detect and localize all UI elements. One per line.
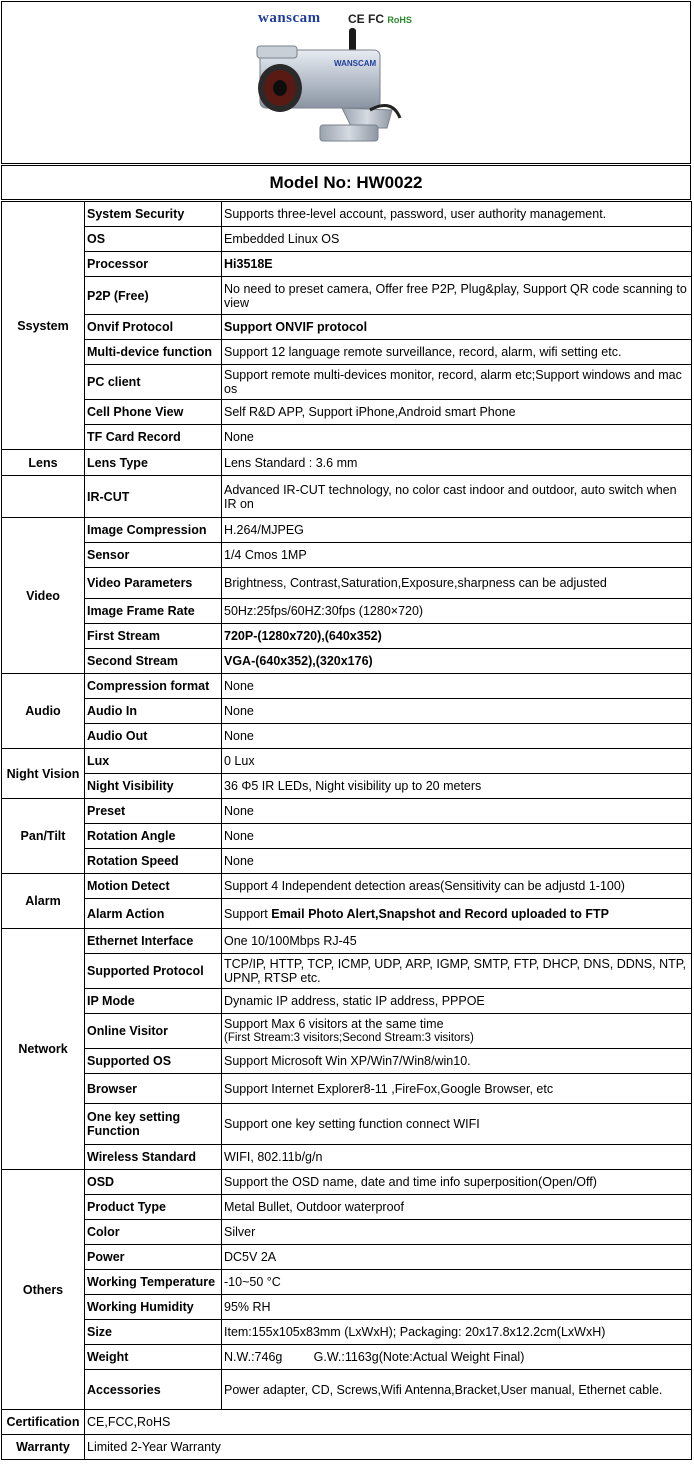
spec-value: None — [222, 824, 692, 849]
table-row — [2, 1270, 692, 1295]
table-row — [2, 774, 692, 799]
spec-value: None — [222, 849, 692, 874]
spec-label: Compression format — [85, 674, 222, 699]
spec-label: Lens Type — [85, 450, 222, 476]
spec-value: Embedded Linux OS — [222, 227, 692, 252]
spec-value: 1/4 Cmos 1MP — [222, 543, 692, 568]
table-row — [2, 568, 692, 599]
table-row — [2, 799, 692, 824]
table-row — [2, 849, 692, 874]
spec-label: Wireless Standard — [85, 1145, 222, 1170]
spec-label: Multi-device function — [85, 340, 222, 365]
camera-badge-text: WANSCAM — [334, 59, 377, 68]
spec-value: Support 12 language remote surveillance, record, alarm, wifi setting etc. — [222, 340, 692, 365]
spec-value — [222, 899, 692, 929]
table-row — [2, 1195, 692, 1220]
spec-value: Item:155x105x83mm (LxWxH); Packaging: 20x17.8x12.2cm(LxWxH) — [222, 1320, 692, 1345]
spec-value: Support Microsoft Win XP/Win7/Win8/win10. — [222, 1049, 692, 1074]
table-row — [2, 1370, 692, 1410]
spec-label: Night Visibility — [85, 774, 222, 799]
table-row — [2, 1320, 692, 1345]
spec-label: Onvif Protocol — [85, 315, 222, 340]
spec-value: WIFI, 802.11b/g/n — [222, 1145, 692, 1170]
table-row — [2, 1245, 692, 1270]
spec-label: Image Frame Rate — [85, 599, 222, 624]
table-row — [2, 450, 692, 476]
spec-label: OS — [85, 227, 222, 252]
spec-label: Second Stream — [85, 649, 222, 674]
spec-value: Support remote multi-devices monitor, record, alarm etc;Support windows and mac os — [222, 365, 692, 400]
table-row — [2, 476, 692, 518]
spec-value: One 10/100Mbps RJ-45 — [222, 929, 692, 954]
table-row — [2, 202, 692, 227]
category-cell: Pan/Tilt — [2, 799, 85, 874]
table-row — [2, 749, 692, 774]
spec-table — [1, 201, 692, 1460]
table-row — [2, 624, 692, 649]
spec-label: OSD — [85, 1170, 222, 1195]
table-row — [2, 989, 692, 1014]
spec-value: Supports three-level account, password, user authority management. — [222, 202, 692, 227]
spec-label: Image Compression — [85, 518, 222, 543]
spec-label: One key setting Function — [85, 1104, 222, 1145]
category-cell: Others — [2, 1170, 85, 1410]
spec-label: Ethernet Interface — [85, 929, 222, 954]
spec-label: Product Type — [85, 1195, 222, 1220]
spec-value: Lens Standard : 3.6 mm — [222, 450, 692, 476]
table-row — [2, 674, 692, 699]
spec-value: Advanced IR-CUT technology, no color cast indoor and outdoor, auto switch when IR on — [222, 476, 692, 518]
spec-label: Supported Protocol — [85, 954, 222, 989]
spec-label: Working Humidity — [85, 1295, 222, 1320]
spec-value: None — [222, 799, 692, 824]
category-cell: Warranty — [2, 1435, 85, 1460]
certification-marks — [348, 12, 412, 26]
table-row — [2, 1104, 692, 1145]
table-row — [2, 1049, 692, 1074]
spec-label: Working Temperature — [85, 1270, 222, 1295]
table-row — [2, 1220, 692, 1245]
spec-label: Preset — [85, 799, 222, 824]
table-row — [2, 315, 692, 340]
rohs-mark: RoHS — [387, 15, 412, 25]
table-row — [2, 277, 692, 315]
spec-label: IR-CUT — [85, 476, 222, 518]
spec-value: Support 4 Independent detection areas(Sensitivity can be adjustd 1-100) — [222, 874, 692, 899]
category-cell: Network — [2, 929, 85, 1170]
table-row — [2, 1410, 692, 1435]
spec-label: Browser — [85, 1074, 222, 1104]
spec-value: Silver — [222, 1220, 692, 1245]
category-cell: Certification — [2, 1410, 85, 1435]
spec-value: None — [222, 724, 692, 749]
spec-value: Dynamic IP address, static IP address, PPPOE — [222, 989, 692, 1014]
table-row — [2, 252, 692, 277]
alarm-action-plain: Support — [224, 906, 272, 921]
spec-value: Self R&D APP, Support iPhone,Android smart Phone — [222, 400, 692, 425]
spec-value: Support ONVIF protocol — [222, 315, 692, 340]
category-cell: Video — [2, 518, 85, 674]
category-cell: Night Vision — [2, 749, 85, 799]
spec-value: Support Internet Explorer8-11 ,FireFox,Google Browser, etc — [222, 1074, 692, 1104]
table-row — [2, 699, 692, 724]
spec-label: Supported OS — [85, 1049, 222, 1074]
spec-label: Power — [85, 1245, 222, 1270]
table-row — [2, 340, 692, 365]
spec-value: H.264/MJPEG — [222, 518, 692, 543]
category-cell: Ssystem — [2, 202, 85, 450]
product-image-header — [1, 1, 691, 164]
table-row — [2, 400, 692, 425]
spec-value: No need to preset camera, Offer free P2P, Plug&play, Support QR code scanning to view — [222, 277, 692, 315]
spec-value: N.W.:746g G.W.:1163g(Note:Actual Weight Final) — [222, 1345, 692, 1370]
spec-value: 720P-(1280x720),(640x352) — [222, 624, 692, 649]
model-title-box — [1, 165, 691, 200]
category-cell: Lens — [2, 450, 85, 476]
lens-shape — [273, 80, 287, 96]
spec-value: CE,FCC,RoHS — [85, 1410, 692, 1435]
table-row — [2, 649, 692, 674]
table-row — [2, 543, 692, 568]
table-row — [2, 824, 692, 849]
spec-label: Online Visitor — [85, 1014, 222, 1049]
camera-product-image — [252, 28, 402, 153]
spec-label: Processor — [85, 252, 222, 277]
alarm-action-bold: Email Photo Alert,Snapshot and Record uploaded to FTP — [271, 906, 610, 921]
spec-label: Weight — [85, 1345, 222, 1370]
table-row — [2, 954, 692, 989]
spec-label: Cell Phone View — [85, 400, 222, 425]
spec-label: IP Mode — [85, 989, 222, 1014]
spec-value: DC5V 2A — [222, 1245, 692, 1270]
spec-value: 0 Lux — [222, 749, 692, 774]
spec-value — [222, 1014, 692, 1049]
spec-value: None — [222, 425, 692, 450]
spec-label: Lux — [85, 749, 222, 774]
table-row — [2, 724, 692, 749]
spec-value: -10~50 °C — [222, 1270, 692, 1295]
table-row — [2, 1170, 692, 1195]
spec-label: Size — [85, 1320, 222, 1345]
spec-value: Support the OSD name, date and time info superposition(Open/Off) — [222, 1170, 692, 1195]
mount-base-shape — [320, 125, 378, 141]
table-row — [2, 1295, 692, 1320]
spec-label: Accessories — [85, 1370, 222, 1410]
category-cell: Alarm — [2, 874, 85, 929]
sun-shield-shape — [257, 46, 297, 58]
table-row — [2, 1145, 692, 1170]
spec-label: Color — [85, 1220, 222, 1245]
spec-value: Limited 2-Year Warranty — [85, 1435, 692, 1460]
spec-value: Hi3518E — [222, 252, 692, 277]
spec-value: None — [222, 674, 692, 699]
table-row — [2, 1435, 692, 1460]
spec-label: P2P (Free) — [85, 277, 222, 315]
brand-logo: wanscam — [258, 10, 321, 26]
spec-label: Audio In — [85, 699, 222, 724]
category-cell — [2, 476, 85, 518]
model-title: Model No: HW0022 — [269, 173, 423, 192]
spec-label: Rotation Angle — [85, 824, 222, 849]
table-row — [2, 874, 692, 899]
spec-value: Metal Bullet, Outdoor waterproof — [222, 1195, 692, 1220]
spec-label: Rotation Speed — [85, 849, 222, 874]
spec-label: PC client — [85, 365, 222, 400]
spec-label: Motion Detect — [85, 874, 222, 899]
spec-label: Sensor — [85, 543, 222, 568]
spec-label: Video Parameters — [85, 568, 222, 599]
table-row — [2, 599, 692, 624]
spec-label: Alarm Action — [85, 899, 222, 929]
table-row — [2, 899, 692, 929]
table-row — [2, 518, 692, 543]
table-row — [2, 1345, 692, 1370]
ce-fc-marks: CE FC — [348, 12, 384, 26]
table-row — [2, 929, 692, 954]
spec-value: 95% RH — [222, 1295, 692, 1320]
spec-value: VGA-(640x352),(320x176) — [222, 649, 692, 674]
online-visitor-line1: Support Max 6 visitors at the same time — [224, 1017, 444, 1031]
spec-label: First Stream — [85, 624, 222, 649]
table-row — [2, 1074, 692, 1104]
spec-label: System Security — [85, 202, 222, 227]
spec-value: 36 Φ5 IR LEDs, Night visibility up to 20 meters — [222, 774, 692, 799]
table-row — [2, 1014, 692, 1049]
table-row — [2, 425, 692, 450]
spec-value: 50Hz:25fps/60HZ:30fps (1280×720) — [222, 599, 692, 624]
online-visitor-line2: (First Stream:3 visitors;Second Stream:3 visitors) — [224, 1032, 474, 1044]
spec-value: Power adapter, CD, Screws,Wifi Antenna,Bracket,User manual, Ethernet cable. — [222, 1370, 692, 1410]
table-row — [2, 365, 692, 400]
category-cell: Audio — [2, 674, 85, 749]
spec-label: Audio Out — [85, 724, 222, 749]
spec-value: Brightness, Contrast,Saturation,Exposure,sharpness can be adjusted — [222, 568, 692, 599]
spec-value: TCP/IP, HTTP, TCP, ICMP, UDP, ARP, IGMP, SMTP, FTP, DHCP, DNS, DDNS, NTP, UPNP, RTSP etc. — [222, 954, 692, 989]
table-row — [2, 227, 692, 252]
spec-value: None — [222, 699, 692, 724]
spec-value: Support one key setting function connect WIFI — [222, 1104, 692, 1145]
spec-label: TF Card Record — [85, 425, 222, 450]
